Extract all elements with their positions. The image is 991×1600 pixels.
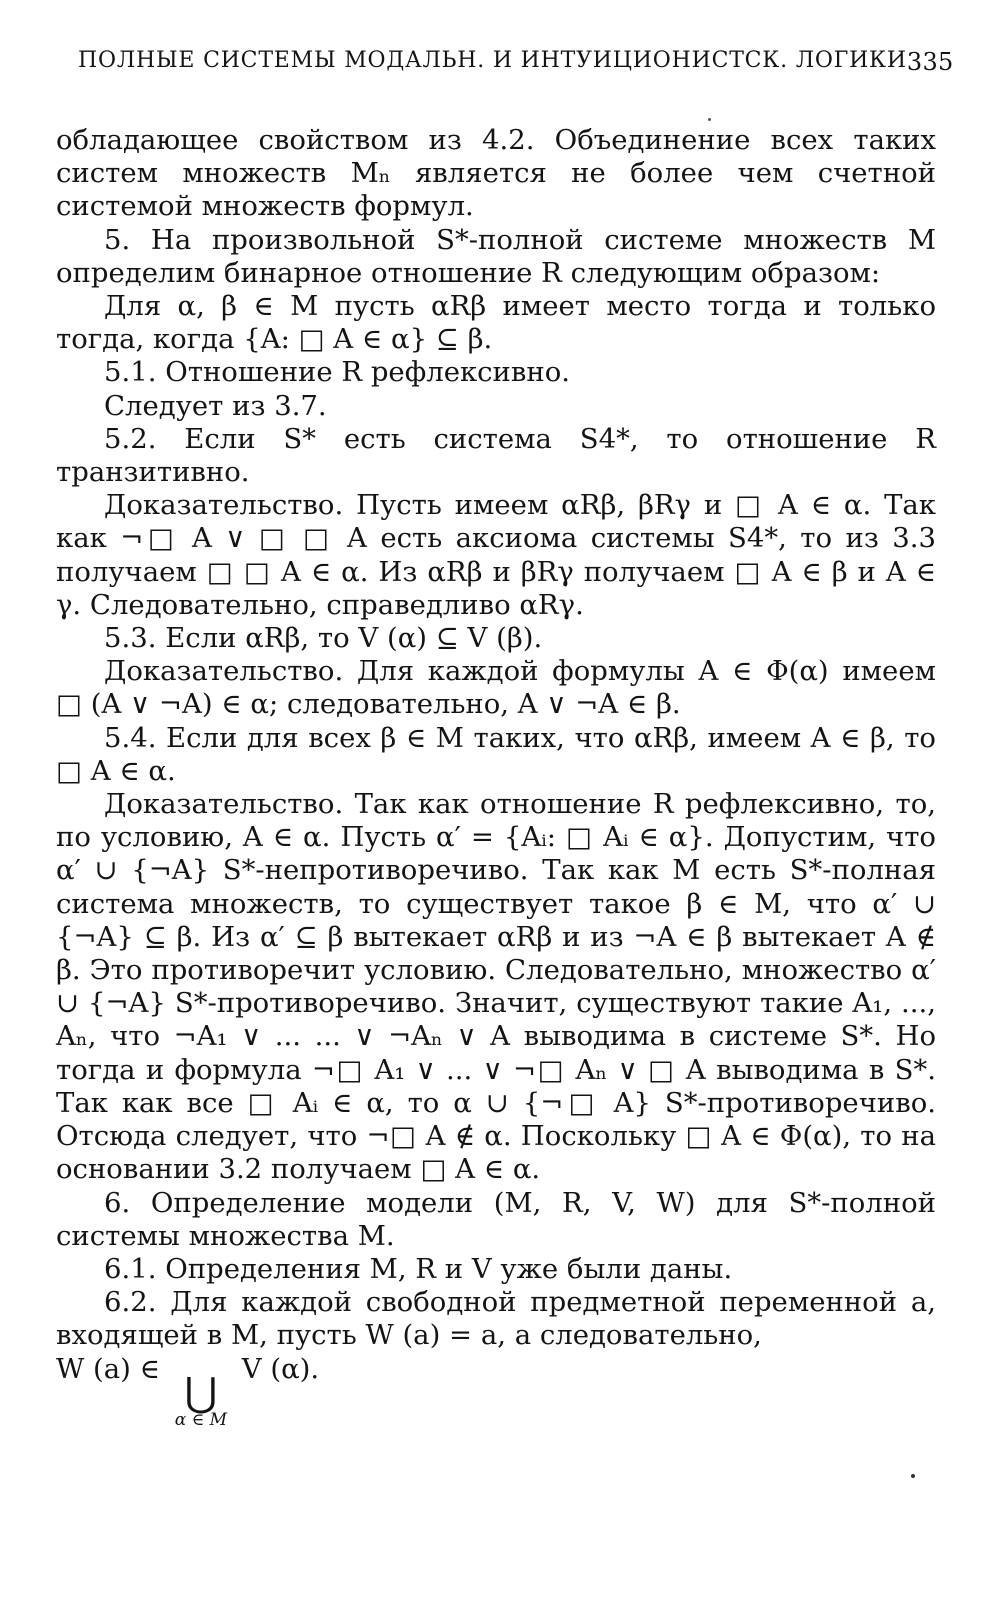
paragraph-proof-5-2: Доказательство. Пусть имеем αRβ, βRγ и □ A ∈ α. Так как ¬□ A ∨ □ □ A есть аксиома системы S4*, то из 3.3 получаем □ □ A ∈ α. Из αRβ и βRγ получаем □ A ∈ β и A ∈ γ. Следовательно, справедливо αRγ. — [56, 489, 936, 621]
paragraph-item-5: 5. На произвольной S*-полной системе множеств M определим бинарное отношение R следующим образом: — [56, 223, 936, 289]
speck-mark — [708, 118, 711, 121]
union-symbol: ⋃ — [184, 1369, 218, 1416]
paragraph-proof-5-4: Доказательство. Так как отношение R рефлексивно, то, по условию, A ∈ α. Пусть α′ = {Aᵢ: □ Aᵢ ∈ α}. Допустим, что α′ ∪ {¬A} S*-непротиворечиво. Так как M есть S*-полная система множеств, то существует такое β ∈ M, что α′ ∪ {¬A} ⊆ β. Из α′ ⊆ β вытекает αRβ и из ¬A ∈ β вытекает A ∉ β. Это противоречит условию. Следовательно, множество α′ ∪ {¬A} S*-противоречиво. Значит, существуют такие A₁, ..., Aₙ, что ¬A₁ ∨ ... ... ∨ ¬Aₙ ∨ A выводима в системе S*. Но тогда и формула ¬□ A₁ ∨ ... ∨ ¬□ Aₙ ∨ □ A выводима в S*. Так как все □ Aᵢ ∈ α, то α ∪ {¬□ A} S*-противоречиво. Отсюда следует, что ¬□ A ∉ α. Поскольку □ A ∈ Φ(α), то на основании 3.2 получаем □ A ∈ α. — [56, 788, 936, 1186]
page-body — [56, 124, 936, 1429]
paragraph-continuation: обладающее свойством из 4.2. Объединение всех таких систем множеств Mₙ является не более чем счетной системой множеств формул. — [56, 124, 936, 223]
paragraph-item-5-2: 5.2. Если S* есть система S4*, то отношение R транзитивно. — [56, 422, 936, 489]
running-head-title: ПОЛНЫЕ СИСТЕМЫ МОДАЛЬН. И ИНТУИЦИОНИСТСК. ЛОГИКИ — [78, 48, 907, 73]
paragraph-item-6-1: 6.1. Определения M, R и V уже были даны. — [104, 1252, 733, 1285]
formula-left: W (a) ∈ — [56, 1352, 160, 1385]
speck-mark-bottom — [911, 1474, 915, 1478]
running-head — [78, 48, 954, 76]
paragraph-follows: Следует из 3.7. — [104, 389, 327, 422]
formula-line — [56, 1353, 936, 1429]
paragraph-item-5-1: 5.1. Отношение R рефлексивно. — [104, 356, 570, 389]
union-index: α ∈ M — [174, 1409, 227, 1430]
paragraph-item-5-3: 5.3. Если αRβ, то V (α) ⊆ V (β). — [104, 622, 543, 655]
paragraph-item-6-2: 6.2. Для каждой свободной предметной переменной a, входящей в M, пусть W (a) = a, а следовательно, — [56, 1286, 936, 1352]
page-number: 335 — [906, 48, 954, 76]
paragraph-item-6: 6. Определение модели (M, R, V, W) для S*-полной системы множества M. — [56, 1186, 936, 1252]
formula-right: V (α). — [241, 1352, 320, 1385]
paragraph-definition-r: Для α, β ∈ M пусть αRβ имеет место тогда и только тогда, когда {A: □ A ∈ α} ⊆ β. — [56, 290, 936, 356]
paragraph-proof-5-3: Доказательство. Для каждой формулы A ∈ Φ(α) имеем □ (A ∨ ¬A) ∈ α; следовательно, A ∨ ¬A ∈ β. — [56, 655, 936, 721]
paragraph-item-5-4: 5.4. Если для всех β ∈ M таких, что αRβ, имеем A ∈ β, то □ A ∈ α. — [56, 721, 936, 787]
big-union — [174, 1369, 227, 1430]
